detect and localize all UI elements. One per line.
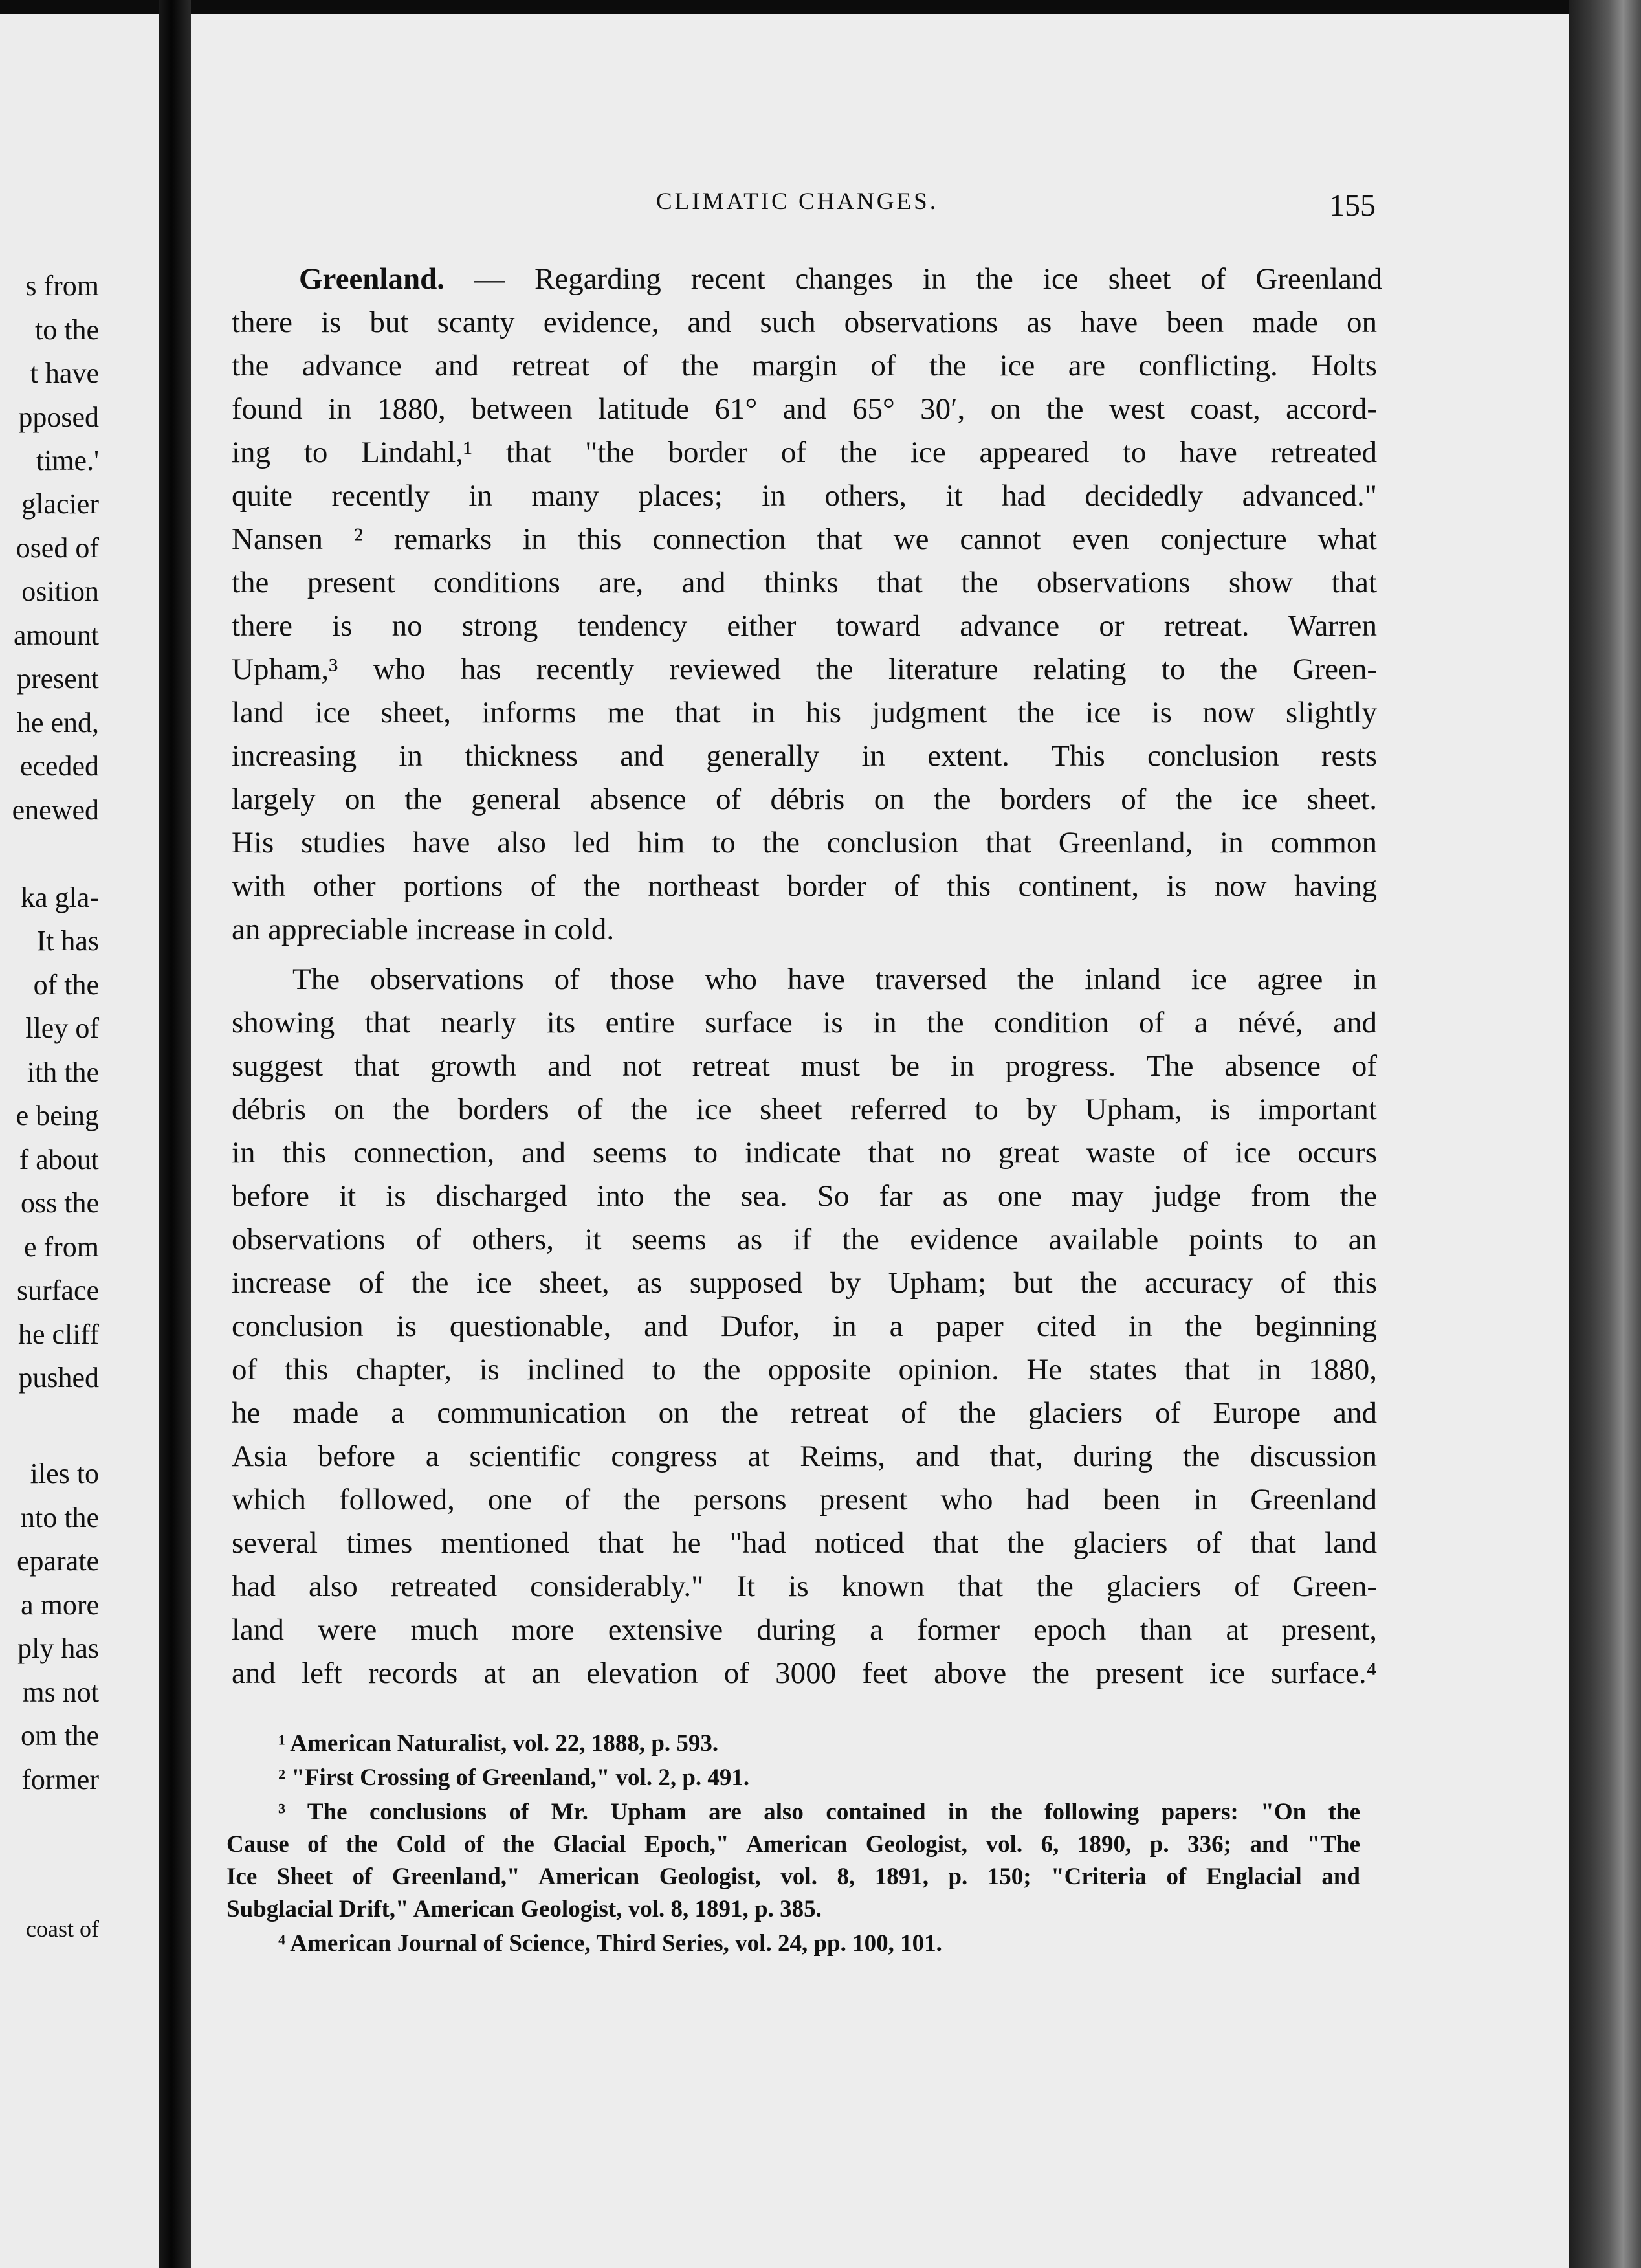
left-fragment: time.' (36, 445, 99, 476)
left-fragment: amount (14, 619, 99, 651)
left-fragment: osition (21, 575, 99, 607)
footnote: Cause of the Cold of the Glacial Epoch," American Geologist, vol. 6, 1890, p. 336; and "The (226, 1831, 1360, 1858)
left-fragment: oss the (21, 1187, 99, 1219)
left-fragment: ith the (27, 1056, 99, 1088)
footnote: Subglacial Drift," American Geologist, vol. 8, 1891, p. 385. (226, 1896, 822, 1922)
body-line: several times mentioned that he "had noticed that the glaciers of that land (232, 1526, 1377, 1560)
left-fragment: former (21, 1764, 99, 1796)
left-fragment: pposed (18, 401, 99, 433)
left-fragment: present (16, 663, 99, 695)
footnote: ³ The conclusions of Mr. Upham are also contained in the following papers: "On the (278, 1799, 1360, 1825)
left-fragment: s from (25, 270, 99, 302)
body-line: quite recently in many places; in others, it had decidedly advanced." (232, 479, 1377, 513)
body-line: ing to Lindahl,¹ that "the border of the ice appeared to have retreated (232, 436, 1377, 469)
left-fragment: of the (33, 969, 99, 1001)
left-fragment: pushed (18, 1362, 99, 1394)
page-number: 155 (1329, 188, 1376, 223)
body-line: Asia before a scientific congress at Reims, and that, during the discussion (232, 1440, 1377, 1473)
left-fragment: t have (30, 357, 99, 389)
footnote: ¹ American Naturalist, vol. 22, 1888, p. 593. (278, 1730, 719, 1757)
body-line: conclusion is questionable, and Dufor, in a paper cited in the beginning (232, 1309, 1377, 1343)
body-line: which followed, one of the persons present who had been in Greenland (232, 1483, 1377, 1517)
left-fragment: enewed (12, 794, 99, 826)
body-line: increase of the ice sheet, as supposed by Upham; but the accuracy of this (232, 1266, 1377, 1300)
left-fragment: to the (35, 314, 99, 346)
body-line: of this chapter, is inclined to the opposite opinion. He states that in 1880, (232, 1353, 1377, 1386)
left-fragment: he cliff (17, 1318, 99, 1350)
body-line: observations of others, it seems as if the evidence available points to an (232, 1223, 1377, 1256)
left-fragment: surface (16, 1274, 99, 1306)
left-fragment: coast of (26, 1916, 99, 1942)
body-line: in this connection, and seems to indicate that no great waste of ice occurs (232, 1136, 1377, 1170)
running-head: CLIMATIC CHANGES. (656, 188, 938, 215)
left-fragment: ka gla- (21, 882, 99, 913)
footnote: ⁴ American Journal of Science, Third Series, vol. 24, pp. 100, 101. (278, 1930, 942, 1957)
body-line: he made a communication on the retreat of the glaciers of Europe and (232, 1396, 1377, 1430)
left-fragment: he end, (16, 707, 99, 739)
body-line: land ice sheet, informs me that in his judgment the ice is now slightly (232, 696, 1377, 729)
footnote: ² "First Crossing of Greenland," vol. 2, p. 491. (278, 1764, 750, 1791)
scan-border-top (0, 0, 1641, 14)
left-fragment: iles to (30, 1458, 99, 1489)
body-line: the present conditions are, and thinks that the observations show that (232, 566, 1377, 599)
body-line: largely on the general absence of débris on the borders of the ice sheet. (232, 783, 1377, 816)
body-line: increasing in thickness and generally in extent. This conclusion rests (232, 739, 1377, 773)
left-fragment: ply has (17, 1632, 99, 1664)
left-fragment: osed of (16, 532, 99, 564)
left-fragment: om the (21, 1720, 99, 1751)
body-line: His studies have also led him to the conclusion that Greenland, in common (232, 826, 1377, 860)
left-page-edge (0, 14, 159, 2268)
body-line: land were much more extensive during a former epoch than at present, (232, 1613, 1377, 1647)
left-fragment: f about (19, 1144, 99, 1175)
body-line: and left records at an elevation of 3000 feet above the present ice surface.⁴ (232, 1656, 1377, 1690)
right-page-edge (1569, 0, 1641, 2268)
section-heading: Greenland. (299, 262, 445, 296)
body-line: showing that nearly its entire surface is in the condition of a névé, and (232, 1006, 1377, 1040)
left-fragment: It has (36, 925, 99, 957)
left-fragment: glacier (21, 488, 99, 520)
body-line: The observations of those who have traversed the inland ice agree in (292, 962, 1377, 996)
left-fragment: e being (16, 1100, 99, 1131)
body-line: there is no strong tendency either toward advance or retreat. Warren (232, 609, 1377, 643)
body-line: suggest that growth and not retreat must be in progress. The absence of (232, 1049, 1377, 1083)
body-line: an appreciable increase in cold. (232, 913, 615, 946)
body-line: before it is discharged into the sea. So far as one may judge from the (232, 1179, 1377, 1213)
body-line: found in 1880, between latitude 61° and 65° 30′, on the west coast, accord- (232, 392, 1377, 426)
left-fragment: eceded (19, 750, 99, 782)
body-line: Nansen ² remarks in this connection that we cannot even conjecture what (232, 522, 1377, 556)
body-line: had also retreated considerably." It is known that the glaciers of Green- (232, 1570, 1377, 1603)
body-line: débris on the borders of the ice sheet referred to by Upham, is important (232, 1093, 1377, 1126)
book-gutter (159, 0, 191, 2268)
body-line: with other portions of the northeast border of this continent, is now having (232, 869, 1377, 903)
left-fragment: ms not (22, 1676, 99, 1708)
left-fragment: eparate (17, 1545, 99, 1577)
left-fragment: e from (23, 1231, 99, 1263)
body-line: Upham,³ who has recently reviewed the literature relating to the Green- (232, 652, 1377, 686)
body-line: there is but scanty evidence, and such observations as have been made on (232, 306, 1377, 339)
footnote: Ice Sheet of Greenland," American Geologist, vol. 8, 1891, p. 150; "Criteria of Englacial and (226, 1863, 1360, 1890)
body-line: the advance and retreat of the margin of the ice are conflicting. Holts (232, 349, 1377, 383)
left-fragment: a more (21, 1589, 99, 1621)
body-line: Greenland. — Regarding recent changes in the ice sheet of Greenland (299, 262, 1382, 296)
left-fragment: lley of (25, 1012, 99, 1044)
left-fragment: nto the (21, 1502, 99, 1533)
